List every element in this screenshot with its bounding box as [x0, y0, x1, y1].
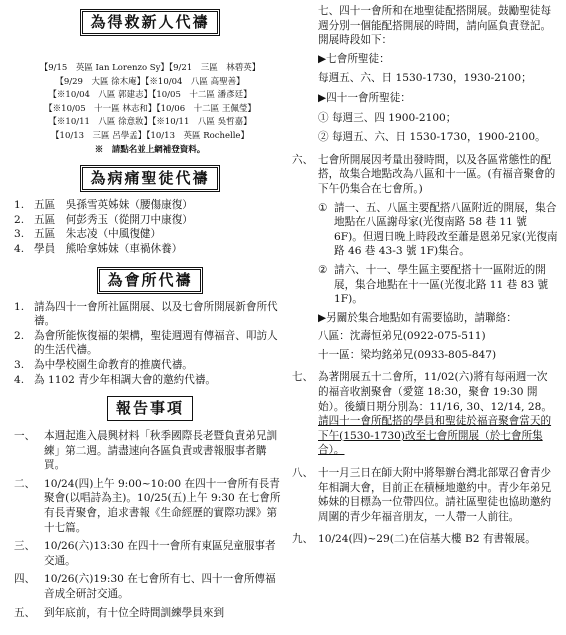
item-number: 3.	[14, 358, 25, 371]
item-number: 1.	[14, 199, 25, 212]
contact-district-8: 八區：沈壽恒弟兄(0922-075-511)	[318, 330, 486, 343]
list-item	[14, 429, 286, 473]
section-number: 九、	[292, 533, 314, 546]
church7-heading: ▶七會所聖徒：	[318, 52, 390, 65]
list-item	[14, 300, 286, 329]
item-text: 10/24(四)上午 9:00~10:00 在四十一會所有長青聚會(以唱詩為主)。10/25(五)上午 9:30 在七會所有長青聚會，追求書報《生命經歷的實際功課》第十七篇。	[44, 477, 281, 534]
item-number: 2.	[14, 213, 25, 226]
church41-heading: ▶四十一會所聖徒：	[318, 91, 411, 104]
rescue-row: 【※10/04 八區 郭建志】【10/05 十二區 潘彥廷】	[48, 90, 252, 101]
item-number: 4.	[14, 373, 25, 386]
section-7	[292, 370, 558, 458]
list-item	[14, 329, 286, 358]
list-item	[14, 213, 286, 228]
sick-title-wrap	[14, 165, 286, 192]
list-item	[14, 198, 286, 213]
list-item	[14, 572, 286, 601]
item-number: 五、	[14, 606, 36, 619]
church-list	[14, 300, 286, 388]
rescue-title-wrap	[14, 0, 286, 44]
section-text: 十一月三日在師大附中將舉辦台灣北部眾召會青少年相調大會，目前正在積極地邀約中。青少年弟兄姊妹的目標為一位帶四位。請社區聖徒也協助邀約周圍的青少年福音朋友，一人帶一人前往。	[318, 467, 552, 523]
item-text: 請六、十一、學生區主要配搭十一區附近的開展，集合地點在十一區(光復北路 11 巷 83 號 1F)。	[334, 263, 549, 306]
item-number: ②	[318, 263, 328, 276]
church41-option-1: ① 每週三、四 1900-2100；	[318, 111, 457, 124]
section-6-item-1	[292, 201, 558, 259]
right-column	[292, 4, 558, 547]
item-text: 請為四十一會所社區開展、以及七會所開展新會所代禱。	[34, 300, 278, 328]
section-text	[318, 370, 558, 458]
item-number: 1.	[14, 300, 25, 313]
rescue-row: 【9/29 大區 徐木庵】【※10/04 八區 高聖善】	[55, 76, 245, 87]
item-text: 為會所能恢復福的架構，聖徒週週有傳福音、叩訪人的生活代禱。	[34, 329, 278, 357]
item-text: 五區 朱志凌（中風復健）	[34, 228, 162, 241]
section-text: 10/24(四)~29(二)在信基大樓 B2 有書報展。	[318, 533, 536, 546]
item-number: 三、	[14, 540, 36, 553]
section-number: 七、	[292, 371, 314, 384]
list-item	[14, 606, 286, 621]
report-list	[14, 429, 286, 620]
item-text: 為 1102 青少年相調大會的邀約代禱。	[34, 373, 217, 386]
section-8	[292, 466, 558, 524]
sick-list	[14, 198, 286, 256]
item-number: 3.	[14, 228, 25, 241]
left-column	[14, 0, 286, 624]
item-text: 請一、五、八區主要配搭八區附近的開展，集合地點在八區謝母家(光復南路 58 巷 11 號 6F)。但週日晚上時段改至蕭是恩弟兄家(光復南路 46 巷 43-3 號 1F)集合。	[334, 201, 558, 258]
list-item	[14, 358, 286, 373]
rescue-list	[14, 62, 286, 157]
item-text: 10/26(六)13:30 在四十一會所有東區兒童服事者交通。	[44, 540, 276, 567]
church41-option-2: ② 每週五、六、日 1530-1730，1900-2100。	[318, 131, 546, 144]
contact-district-11: 十一區：梁均銘弟兄(0933-805-847)	[318, 348, 497, 361]
church-title-wrap	[14, 267, 286, 294]
list-item	[14, 477, 286, 535]
section-7-text: 為著開展五十二會所，11/02(六)將有每兩週一次的福音收割聚會（愛筵 18:30，聚會 19:30 開始）。後續日期分別為：11/16, 30、12/14, 28。	[318, 371, 552, 413]
item-text: 為中學校園生命教育的推廣代禱。	[34, 358, 193, 371]
section-9	[292, 532, 558, 547]
item-number: 一、	[14, 430, 36, 443]
list-item	[14, 539, 286, 568]
sick-title: 為病痛聖徒代禱	[80, 165, 219, 192]
item-number: 2.	[14, 329, 25, 342]
report-title-wrap	[14, 396, 286, 421]
section-number: 六、	[292, 153, 314, 166]
list-item	[14, 227, 286, 242]
item-text: 學員 熊哈拿姊妹（車禍休養）	[34, 242, 183, 255]
section-6-item-2	[292, 263, 558, 307]
section-text: 七會所開展因考量出發時間，以及各區常態性的配搭，故集合地點改為八區和十一區。(有福音聚會的下午仍集合在七會所。)	[318, 153, 556, 195]
rescue-title: 為得救新人代禱	[80, 9, 219, 36]
item-text: 本週起進入晨興材料「秋季國際長老暨負責弟兄訓練」第二週。請盡速向各區負責或書報服事者購買。	[44, 430, 278, 472]
church7-times: 每週五、六、日 1530-1730，1930-2100；	[318, 72, 532, 85]
church-title: 為會所代禱	[97, 267, 202, 294]
contact-heading: ▶另關於集合地點如有需要協助，請聯絡：	[318, 311, 517, 324]
item-text: 到年底前，有十位全時間訓練學員來到	[44, 606, 225, 619]
report-title: 報告事項	[107, 396, 193, 421]
section-number: 八、	[292, 467, 314, 480]
rescue-row: 【※10/11 八區 徐意妝】【※10/11 八區 吳哲嘉】	[48, 117, 252, 128]
expansion-intro: 七、四十一會所和在地聖徒配搭開展。鼓勵聖徒每週分別一個能配搭開展的時間，請向區負責登記。開展時段如下：	[318, 5, 552, 47]
section-7-underlined: 請四十一會所配搭的學員和聖徒於福音聚會當天的下午(1530-1730)改至七會所開展（於七會所集合）。	[318, 415, 552, 457]
list-item	[14, 373, 286, 388]
section-6	[292, 153, 558, 197]
item-text: 10/26(六)19:30 在七會所有七、四十一會所傳福音成全研討交通。	[44, 573, 276, 601]
item-number: 二、	[14, 477, 36, 490]
rescue-note: ※ 請點名並上網補登資料。	[94, 144, 206, 155]
item-text: 五區 何彭秀玉（從開刀中康復）	[34, 213, 193, 226]
list-item	[14, 242, 286, 257]
rescue-row: 【10/13 三區 呂學孟】【10/13 英區 Rochelle】	[51, 130, 249, 141]
item-number: 4.	[14, 242, 25, 255]
item-number: ①	[318, 201, 328, 214]
rescue-row: 【9/15 英區 Ian Lorenzo Sy】【9/21 三區 林碧英】	[39, 63, 261, 73]
item-text: 五區 吳孫雪英姊妹（腰傷康復）	[34, 199, 193, 212]
item-number: 四、	[14, 573, 36, 586]
rescue-row: 【※10/05 十一區 林志和】【10/06 十二區 王佩瑩】	[44, 103, 256, 114]
